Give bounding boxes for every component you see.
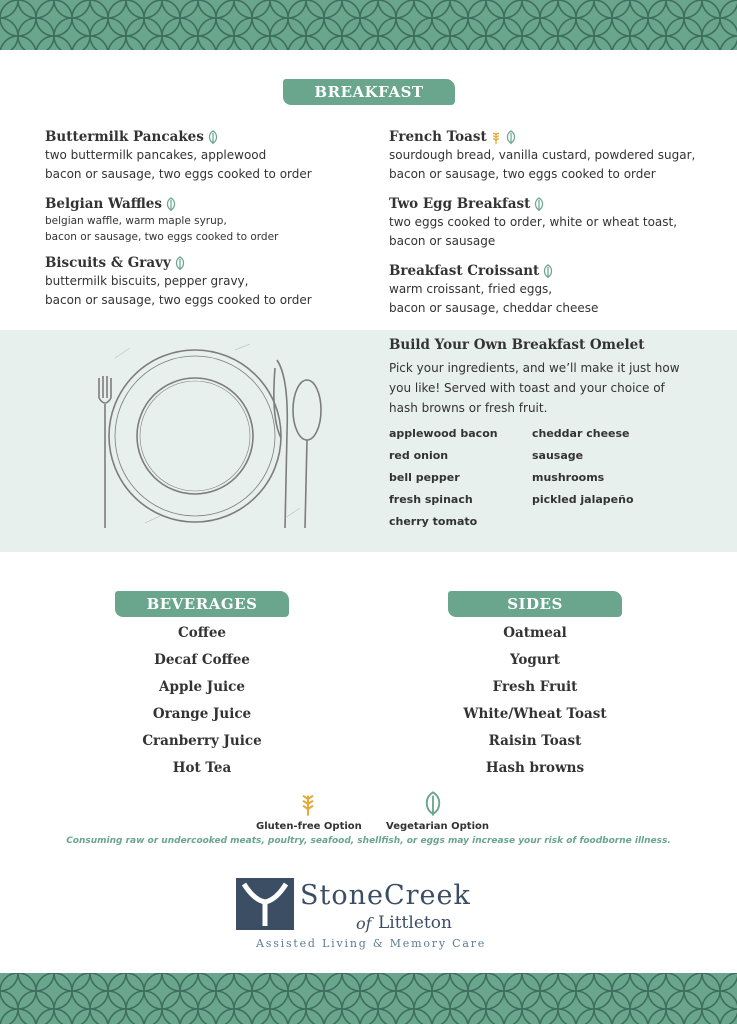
bottom-pattern-band xyxy=(0,973,737,1024)
menu-item-french-toast xyxy=(389,128,709,184)
circle-pattern xyxy=(0,0,737,50)
item-desc-line: bacon or sausage, two eggs cooked to order xyxy=(45,231,279,243)
omelet-desc-line: Pick your ingredients, and we’ll make it just how xyxy=(389,361,680,375)
plate-illustration xyxy=(85,338,335,538)
item-desc-line: two eggs cooked to order, white or wheat toast, xyxy=(389,215,678,229)
item-desc-line: bacon or sausage, two eggs cooked to order xyxy=(389,167,656,181)
leaf-icon xyxy=(423,790,443,818)
ingredient: pickled jalapeño xyxy=(532,493,634,506)
sides-heading: SIDES xyxy=(448,591,622,617)
ingredient: red onion xyxy=(389,449,449,462)
leaf-icon xyxy=(165,197,177,212)
item-desc-line: buttermilk biscuits, pepper gravy, xyxy=(45,274,249,288)
menu-item-belgian-waffles xyxy=(45,195,355,245)
stonecreek-logo-mark xyxy=(236,878,294,930)
list-item: Hash browns xyxy=(485,760,585,776)
item-desc-line: belgian waffle, warm maple syrup, xyxy=(45,215,227,227)
logo-location: Littleton xyxy=(378,913,452,933)
item-title: Two Egg Breakfast xyxy=(389,196,531,212)
item-desc-line: bacon or sausage xyxy=(389,234,496,248)
menu-item-breakfast-croissant xyxy=(389,262,709,318)
breakfast-heading: BREAKFAST xyxy=(283,79,455,105)
list-item: White/Wheat Toast xyxy=(463,706,607,722)
item-desc-line: bacon or sausage, cheddar cheese xyxy=(389,301,599,315)
list-item: Orange Juice xyxy=(152,706,252,722)
ingredient: fresh spinach xyxy=(389,493,473,506)
ingredient: sausage xyxy=(532,449,584,462)
item-title: Buttermilk Pancakes xyxy=(45,129,204,145)
list-item: Decaf Coffee xyxy=(154,652,250,668)
menu-item-two-egg-breakfast xyxy=(389,195,709,251)
item-desc-line: two buttermilk pancakes, applewood xyxy=(45,148,267,162)
leaf-icon xyxy=(174,256,186,271)
list-item: Apple Juice xyxy=(159,679,245,695)
ingredient: bell pepper xyxy=(389,471,460,484)
list-item: Oatmeal xyxy=(503,625,567,641)
sides-list xyxy=(410,620,660,782)
wheat-icon xyxy=(490,130,502,145)
item-desc-line: bacon or sausage, two eggs cooked to order xyxy=(45,293,312,307)
ingredient: cheddar cheese xyxy=(532,427,630,440)
logo-name: StoneCreek xyxy=(300,880,471,911)
leaf-icon xyxy=(542,264,554,279)
ingredient: applewood bacon xyxy=(389,427,498,440)
item-title: French Toast xyxy=(389,129,487,145)
item-title: Breakfast Croissant xyxy=(389,263,540,279)
beverages-heading: BEVERAGES xyxy=(115,591,289,617)
list-item: Raisin Toast xyxy=(488,733,582,749)
vegetarian-legend: Vegetarian Option xyxy=(386,821,490,832)
list-item: Fresh Fruit xyxy=(492,679,578,695)
menu-item-biscuits-gravy xyxy=(45,254,355,310)
foodborne-disclaimer: Consuming raw or undercooked meats, poultry, seafood, shellfish, or eggs may increase your risk of foodborne illness. xyxy=(66,836,671,846)
omelet-title: Build Your Own Breakfast Omelet xyxy=(389,337,645,353)
wheat-icon xyxy=(298,790,318,818)
item-desc-line: sourdough bread, vanilla custard, powdered sugar, xyxy=(389,148,696,162)
omelet-desc-line: you like! Served with toast and your choice of xyxy=(389,381,665,395)
item-desc-line: warm croissant, fried eggs, xyxy=(389,282,553,296)
logo-tagline: Assisted Living & Memory Care xyxy=(256,937,487,950)
list-item: Cranberry Juice xyxy=(142,733,262,749)
menu-item-buttermilk-pancakes xyxy=(45,128,355,184)
omelet-description xyxy=(389,358,709,418)
logo-of: of xyxy=(356,914,372,933)
list-item: Coffee xyxy=(177,625,226,641)
ingredients-list-right xyxy=(532,423,634,511)
item-desc-line: bacon or sausage, two eggs cooked to order xyxy=(45,167,312,181)
leaf-icon xyxy=(207,130,219,145)
gluten-free-legend: Gluten-free Option xyxy=(256,821,362,832)
top-pattern-band xyxy=(0,0,737,50)
list-item: Hot Tea xyxy=(172,760,232,776)
item-title: Biscuits & Gravy xyxy=(45,255,171,271)
ingredients-list-left xyxy=(389,423,498,533)
ingredient: cherry tomato xyxy=(389,515,478,528)
circle-pattern xyxy=(0,973,737,1024)
ingredient: mushrooms xyxy=(532,471,605,484)
beverages-list xyxy=(77,620,327,782)
item-title: Belgian Waffles xyxy=(45,196,162,212)
leaf-icon xyxy=(505,130,517,145)
leaf-icon xyxy=(533,197,545,212)
list-item: Yogurt xyxy=(509,652,561,668)
omelet-desc-line: hash browns or fresh fruit. xyxy=(389,401,548,415)
